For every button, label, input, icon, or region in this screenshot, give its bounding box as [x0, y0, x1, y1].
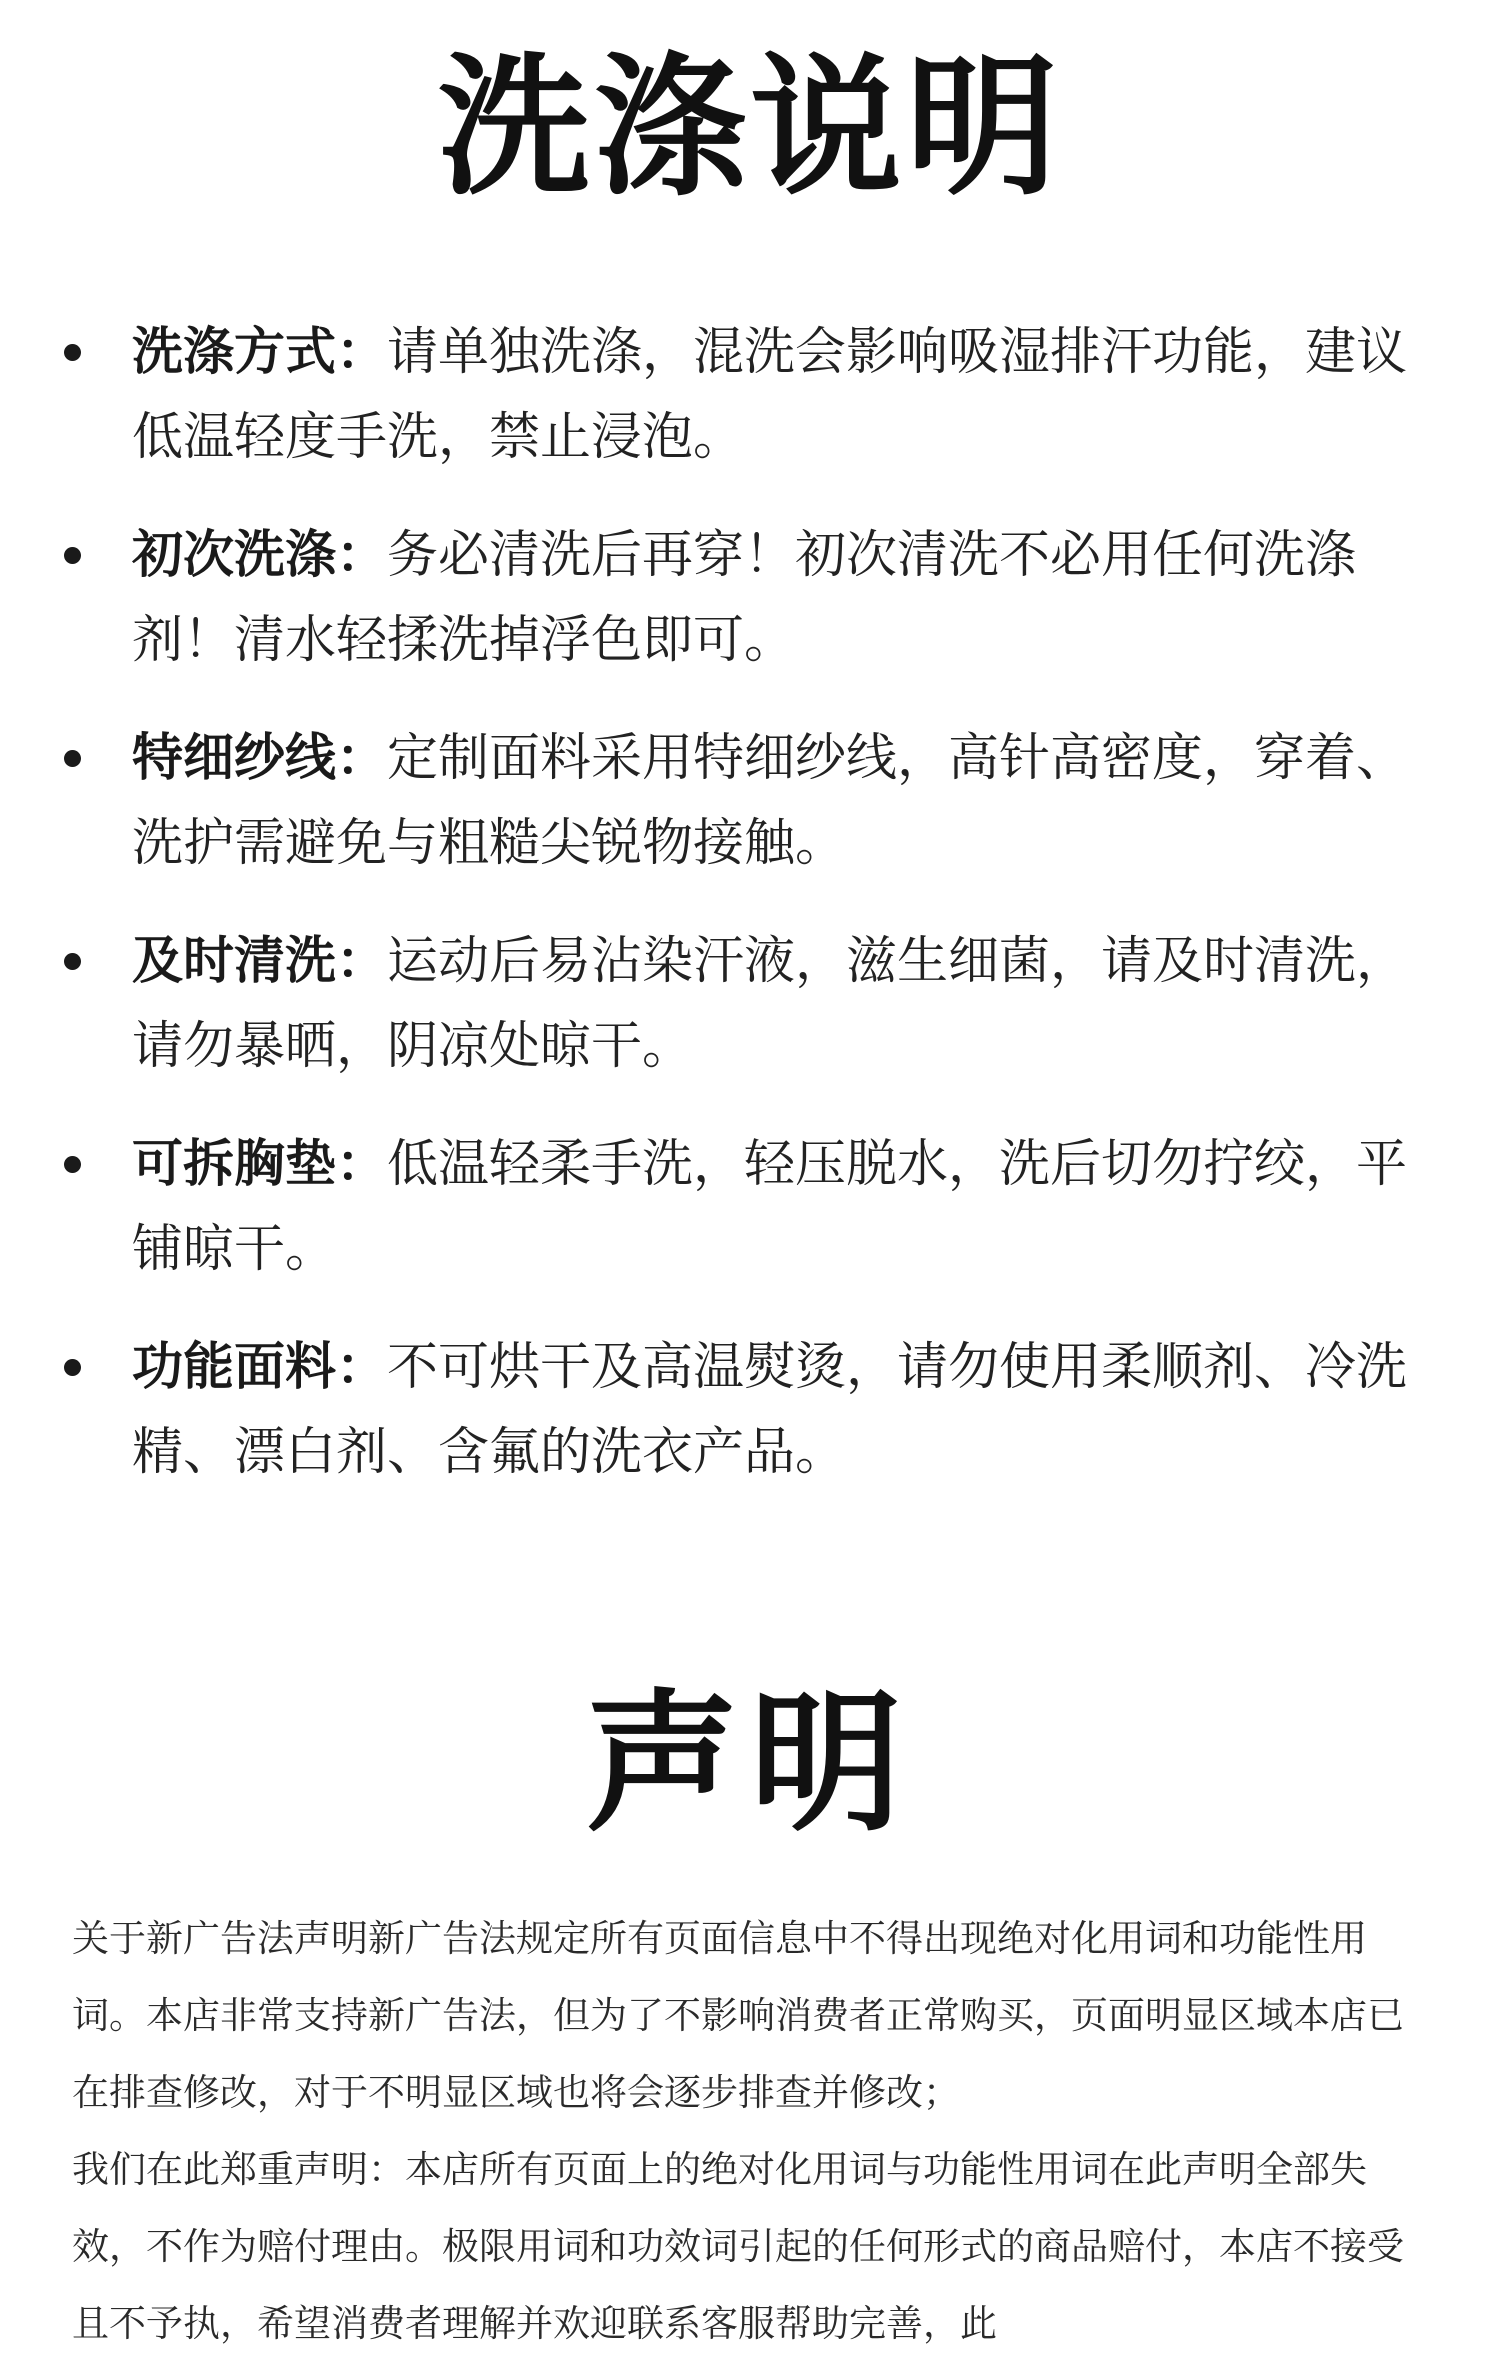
- statement-paragraph: 我们在此郑重声明：本店所有页面上的绝对化用词与功能性用词在此声明全部失效，不作为赔付理由。极限用词和功效词引起的任何形式的商品赔付，本店不接受且不予执，希望消费者理解并欢迎联系客服帮助完善，此: [72, 2148, 1404, 2345]
- care-item-text: [132, 310, 1432, 480]
- care-item-label: 特细纱线：: [132, 729, 388, 788]
- care-item-text: [132, 1325, 1432, 1495]
- bullet-icon: [64, 953, 81, 970]
- care-item-text: [132, 919, 1432, 1089]
- care-item-label: 洗涤方式：: [132, 323, 388, 382]
- statement-paragraph: 关于新广告法声明新广告法规定所有页面信息中不得出现绝对化用词和功能性用词。本店非常支持新广告法，但为了不影响消费者正常购买，页面明显区域本店已在排查修改，对于不明显区域也将会逐步排查并修改；: [72, 1917, 1404, 2114]
- care-item-description: 运动后易沾染汗液，滋生细菌，请及时清洗，请勿暴晒，阴凉处晾干。: [132, 932, 1408, 1076]
- care-item-description: 务必清洗后再穿！初次清洗不必用任何洗涤剂！清水轻揉洗掉浮色即可。: [132, 526, 1357, 670]
- care-item-text: [132, 1122, 1432, 1292]
- care-item-text: [132, 513, 1432, 683]
- care-item-label: 及时清洗：: [132, 932, 388, 991]
- bullet-icon: [64, 750, 81, 767]
- statement-title: 声明: [586, 1675, 914, 1852]
- bullet-icon: [64, 344, 81, 361]
- care-item-description: 定制面料采用特细纱线，高针高密度，穿着、洗护需避免与粗糙尖锐物接触。: [132, 729, 1408, 873]
- care-item-text: [132, 716, 1432, 886]
- wash-instructions-title: 洗涤说明: [438, 39, 1062, 216]
- care-item-description: 不可烘干及高温熨烫，请勿使用柔顺剂、冷洗精、漂白剂、含氟的洗衣产品。: [132, 1338, 1408, 1482]
- statement-body: [72, 1900, 1412, 2362]
- bullet-icon: [64, 547, 81, 564]
- care-item-label: 可拆胸垫：: [132, 1135, 388, 1194]
- care-item-description: 低温轻柔手洗，轻压脱水，洗后切勿拧绞，平铺晾干。: [132, 1135, 1408, 1279]
- care-item-description: 请单独洗涤，混洗会影响吸湿排汗功能，建议低温轻度手洗，禁止浸泡。: [132, 323, 1408, 467]
- bullet-icon: [64, 1156, 81, 1173]
- bullet-icon: [64, 1359, 81, 1376]
- care-item-label: 初次洗涤：: [132, 526, 388, 585]
- care-item-label: 功能面料：: [132, 1338, 388, 1397]
